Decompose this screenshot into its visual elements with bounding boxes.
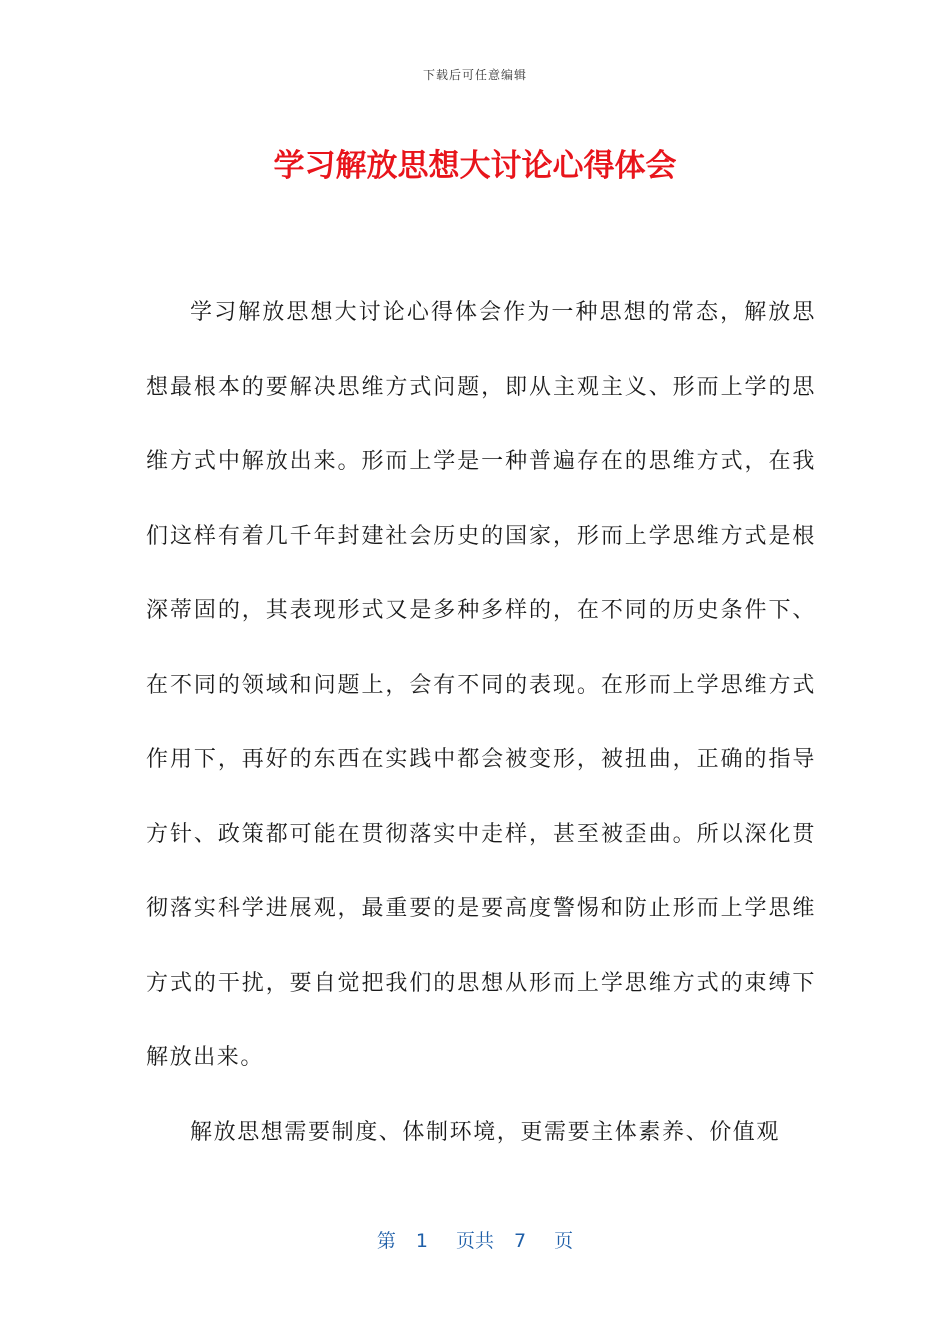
footer-middle: 页共 — [455, 1230, 494, 1252]
header-note: 下载后可任意编辑 — [422, 68, 527, 82]
page-footer — [0, 1226, 950, 1253]
footer-total-pages: 7 — [514, 1230, 527, 1252]
footer-current-page: 1 — [415, 1230, 428, 1252]
document-title: 学习解放思想大讨论心得体会 — [273, 148, 677, 184]
paragraph: 解放思想需要制度、体制环境，更需要主体素养、价值观 — [190, 1119, 781, 1145]
document-body — [146, 276, 816, 1170]
footer-prefix: 第 — [376, 1230, 396, 1252]
paragraph: 学习解放思想大讨论心得体会作为一种思想的常态，解放思想最根本的要解决思维方式问题，即从主观主义、形而上学的思维方式中解放出来。形而上学是一种普遍存在的思维方式，在我们这样有着几千年封建社会历史的国家，形而上学思维方式是根深蒂固的，其表现形式又是多种多样的，在不同的历史条件下、在不同的领域和问题上，会有不同的表现。在形而上学思维方式作用下，再好的东西在实践中都会被变形，被扭曲，正确的指导方针、政策都可能在贯彻落实中走样，甚至被歪曲。所以深化贯彻落实科学进展观，最重要的是要高度警惕和防止形而上学思维方式的干扰，要自觉把我们的思想从形而上学思维方式的束缚下解放出来。 — [146, 300, 816, 1070]
footer-suffix: 页 — [554, 1230, 574, 1252]
